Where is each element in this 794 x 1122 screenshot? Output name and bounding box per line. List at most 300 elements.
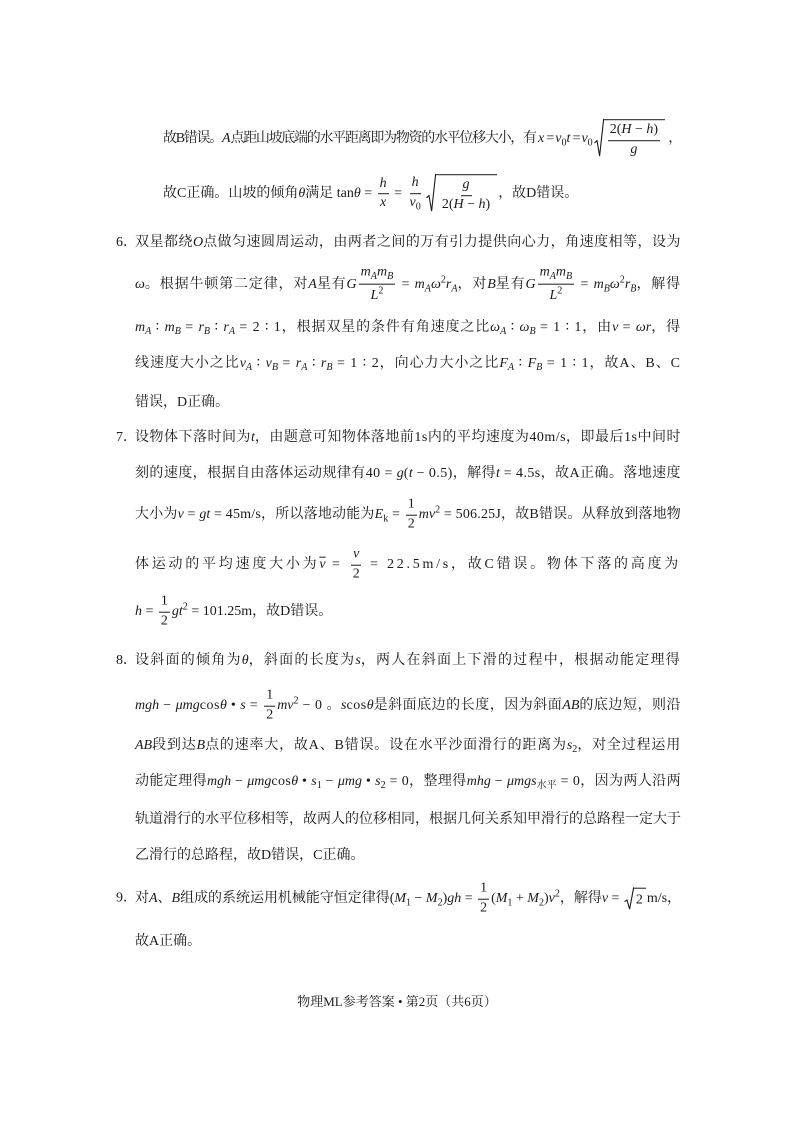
text-run: 段到达 — [152, 737, 197, 753]
subscript: A — [145, 326, 152, 338]
answer-line — [163, 174, 578, 214]
fraction-denominator — [547, 285, 564, 305]
fraction — [406, 497, 417, 534]
subscript: A — [507, 362, 515, 374]
fraction-numerator — [159, 594, 170, 613]
math-symbol: F — [527, 355, 537, 371]
math-symbol: m — [414, 277, 425, 293]
subscript: B — [630, 283, 637, 295]
math-symbol: m — [135, 319, 146, 335]
text-run: 1 — [160, 593, 168, 609]
answer-line — [135, 354, 681, 378]
math-symbol: h — [478, 197, 486, 212]
text-run: 点做匀速圆周运动，由两者之间的万有引力提供向心力，角速度相等，设为 — [203, 235, 682, 250]
line-content — [135, 932, 201, 952]
text-run: • — [362, 773, 376, 789]
text-run: ，对全过程运用 — [577, 737, 682, 753]
math-symbol: x — [537, 131, 545, 147]
answer-line — [116, 428, 682, 448]
math-symbol: g — [462, 177, 470, 193]
math-symbol: M — [394, 891, 407, 907]
text-run: = — [245, 698, 263, 714]
fraction-numerator — [351, 547, 361, 566]
text-run: = — [180, 319, 199, 335]
subscript: 2 — [437, 897, 443, 909]
math-symbol: h — [411, 174, 419, 190]
fraction-numerator — [406, 497, 417, 516]
text-run: 1 — [480, 880, 488, 896]
text-run: 线速度大小之比 — [135, 355, 240, 371]
subscript: B — [174, 326, 181, 338]
answer-line — [135, 846, 364, 866]
text-run: ( — [491, 891, 496, 907]
item-number: 9． — [116, 891, 137, 906]
subscript: B — [387, 270, 394, 282]
line-content — [135, 393, 229, 413]
text-run: 刻的速度，根据自由落体运动规律有40 = — [135, 466, 397, 481]
text-run: 故C正确。山坡的倾角 — [163, 186, 299, 202]
text-run: = — [576, 277, 594, 293]
subscript: B — [603, 283, 610, 295]
answer-line — [116, 233, 682, 253]
math-symbol: t — [495, 466, 500, 481]
math-symbol: L — [370, 288, 379, 304]
answer-line — [116, 880, 681, 918]
answer-line — [135, 265, 681, 306]
text-run: 2 — [407, 516, 415, 532]
text-run: 、 — [157, 891, 172, 907]
square-root — [426, 174, 497, 214]
line-content — [135, 881, 681, 918]
math-symbol: G — [525, 277, 536, 293]
line-content — [135, 810, 681, 830]
subscript: B — [529, 326, 536, 338]
line-content — [135, 547, 681, 584]
text-run: = — [325, 557, 349, 573]
fraction-numerator — [608, 122, 660, 141]
text-run: = 22.5m/s，故C错误。物体下落的高度为 — [363, 557, 681, 573]
subscript: A — [451, 283, 458, 295]
math-symbol: t — [408, 466, 413, 481]
math-symbol: r — [445, 277, 452, 293]
text-run: ，得 — [651, 319, 681, 335]
answer-line — [135, 688, 681, 725]
text-run: = — [618, 319, 636, 335]
text-run: = — [397, 277, 415, 293]
math-symbol: G — [346, 277, 357, 293]
item-number: 6． — [116, 235, 137, 250]
text-run: − — [463, 197, 479, 212]
answer-line — [135, 932, 201, 952]
text-run: ∶ — [151, 319, 165, 335]
answer-line — [135, 594, 332, 631]
line-content — [135, 594, 332, 631]
answer-line — [116, 651, 682, 671]
math-symbol: H — [453, 197, 464, 212]
text-run: ，故D错误。 — [498, 186, 579, 202]
math-symbol: E — [374, 507, 384, 523]
text-run: = 1 ∶ 1，由 — [535, 319, 613, 335]
text-run: 2 — [266, 707, 274, 723]
fraction — [408, 175, 423, 213]
text-run: + — [512, 891, 528, 907]
math-symbol: v — [555, 131, 562, 147]
math-symbol: h — [135, 604, 142, 620]
math-symbol: L — [549, 288, 558, 304]
text-run: ∶ — [514, 355, 528, 371]
text-run: 是斜面底边的长度，因为斜面 — [373, 698, 563, 714]
text-run: = 45m/s，所以落地动能为 — [210, 507, 375, 523]
text-run: 2 — [480, 900, 488, 916]
math-symbol: O — [192, 235, 204, 250]
text-run: 1 — [407, 496, 415, 512]
text-run: ∶ — [210, 319, 224, 335]
math-symbol: m — [593, 277, 604, 293]
fraction-numerator — [538, 265, 575, 285]
math-symbol: m — [539, 264, 550, 280]
fraction — [351, 547, 362, 584]
text-run: = 4.5s，故A正确。落地速度 — [499, 466, 681, 481]
math-symbol: x — [380, 195, 387, 211]
text-run: 2 — [635, 892, 643, 908]
math-symbol: A — [221, 131, 231, 147]
math-symbol: μmgs — [506, 773, 537, 789]
text-run: = — [390, 186, 406, 202]
fraction-numerator — [461, 177, 472, 196]
text-run: cos — [199, 698, 220, 714]
text-run: 。根据牛顿第二定律，对 — [144, 277, 309, 293]
math-symbol: s — [355, 653, 361, 668]
answer-line — [163, 119, 681, 159]
text-run: 点的速率大，故A、B错误。设在水平沙面滑行的距离为 — [205, 737, 567, 753]
superscript: 2 — [435, 504, 441, 516]
answer-line — [135, 393, 229, 413]
subscript: 2 — [380, 780, 386, 792]
subscript: B — [271, 362, 278, 374]
subscript: B — [536, 362, 543, 374]
line-content — [135, 497, 681, 534]
text-run: ，两人在斜面上下滑的过程中，根据动能定理得 — [360, 653, 682, 668]
math-symbol: θ — [241, 653, 249, 668]
subscript: B — [566, 270, 573, 282]
text-run: cos — [271, 773, 292, 789]
math-symbol: v — [177, 507, 184, 523]
subscript: k — [383, 513, 389, 525]
math-symbol: M — [495, 891, 508, 907]
text-run: − — [231, 773, 248, 789]
math-symbol: ω — [519, 319, 530, 335]
math-symbol: AB — [562, 698, 580, 714]
math-symbol: AB — [135, 737, 153, 753]
fraction — [538, 265, 575, 306]
subscript: A — [500, 326, 507, 338]
math-symbol: mv — [277, 698, 294, 714]
line-content — [163, 119, 681, 159]
radicand — [436, 174, 497, 214]
math-symbol: s — [566, 737, 573, 753]
line-content — [135, 428, 681, 448]
math-symbol: m — [164, 319, 175, 335]
math-symbol: B — [196, 737, 206, 753]
math-symbol: gt — [171, 604, 183, 620]
text-run: = 0，因为两人沿两 — [556, 773, 682, 789]
text-run: 动能定理得 — [135, 773, 207, 789]
answer-line — [135, 318, 681, 342]
math-symbol: A — [308, 277, 317, 293]
math-symbol: ω — [609, 277, 620, 293]
math-symbol: mv — [418, 507, 436, 523]
fraction — [440, 177, 492, 214]
math-symbol: μmg — [175, 698, 200, 714]
math-symbol: θ — [353, 186, 361, 202]
text-run: = — [142, 604, 157, 620]
math-symbol-overbar: $\overline{v}$ — [319, 557, 326, 573]
text-run: ) — [485, 197, 491, 212]
answer-line — [135, 497, 681, 534]
line-content — [135, 772, 681, 796]
math-symbol: mhg — [466, 773, 491, 789]
fraction-denominator — [264, 707, 275, 725]
subscript: A — [245, 362, 253, 374]
radical-sign — [594, 119, 604, 159]
superscript: 2 — [182, 601, 188, 613]
math-symbol: s — [311, 773, 317, 789]
text-run: − 0.5)，解得 — [412, 466, 496, 481]
math-symbol: v — [265, 355, 272, 371]
math-symbol: M — [527, 891, 539, 907]
superscript: 2 — [619, 274, 625, 286]
math-symbol: F — [499, 355, 508, 371]
text-run: = — [277, 355, 296, 371]
fraction — [378, 176, 389, 213]
text-run: m/s， — [646, 891, 681, 907]
line-content — [135, 688, 681, 725]
math-symbol: s — [375, 773, 381, 789]
math-symbol: θ — [291, 773, 299, 789]
math-symbol: v — [601, 891, 609, 907]
subscript: 1 — [316, 780, 322, 792]
subscript: 2 — [538, 897, 544, 909]
text-run: = 1 ∶ 1，故A、B、C — [542, 355, 681, 371]
text-run: ，斜面的长度为 — [248, 653, 356, 668]
text-run: ) — [543, 891, 549, 907]
math-symbol: mgh — [135, 698, 160, 714]
text-run: 乙滑行的总路程，故D错误，C正确。 — [135, 848, 365, 863]
text-run: 组成的系统运用机械能守恒定律得( — [180, 891, 395, 907]
text-run: = 0，整理得 — [385, 773, 467, 789]
math-symbol: v — [612, 319, 619, 335]
text-run: = 101.25m，故D错误。 — [187, 604, 333, 620]
math-symbol: v — [239, 355, 246, 371]
radicand — [634, 888, 646, 911]
fraction-numerator — [478, 881, 489, 900]
subscript: 1 — [507, 897, 513, 909]
math-symbol: θ — [219, 698, 227, 714]
math-symbol: H — [621, 122, 632, 138]
line-content — [135, 354, 681, 378]
line-content — [135, 651, 681, 671]
text-run: 设物体下落时间为 — [135, 430, 251, 445]
fraction-denominator — [408, 194, 423, 213]
fraction-numerator — [359, 265, 396, 285]
subscript: 0 — [587, 137, 593, 149]
text-run: 星有 — [495, 277, 526, 293]
radical-sign — [426, 174, 436, 214]
text-run: ，解得 — [636, 277, 681, 293]
subscript: 水平 — [536, 780, 557, 792]
math-symbol: t — [251, 430, 255, 445]
math-symbol: v — [581, 131, 588, 147]
superscript: 2 — [378, 285, 384, 297]
fraction-denominator — [406, 516, 417, 534]
fraction — [359, 265, 396, 306]
answer-line — [135, 547, 681, 584]
math-symbol: m — [376, 264, 388, 280]
text-run: 满足 tan — [305, 186, 354, 202]
math-symbol: m — [555, 264, 566, 280]
text-run: 体运动的平均速度大小为 — [135, 557, 320, 573]
fraction-denominator — [351, 566, 362, 584]
line-content — [163, 174, 578, 214]
square-root — [594, 119, 665, 159]
line-content — [135, 736, 681, 760]
math-symbol: ωr — [635, 319, 652, 335]
text-run: ∶ — [252, 355, 266, 371]
math-symbol: mgh — [207, 773, 232, 789]
fraction-numerator — [378, 176, 389, 195]
subscript: A — [301, 362, 308, 374]
subscript: A — [549, 270, 556, 282]
text-run: = — [544, 131, 556, 147]
math-symbol: h — [379, 175, 387, 191]
fraction-numerator — [410, 175, 421, 194]
answer-line — [135, 464, 681, 484]
answer-line — [135, 772, 681, 796]
text-run: = — [183, 507, 200, 523]
text-run: = — [388, 507, 404, 523]
fraction — [478, 881, 489, 918]
text-run: ，由题意可知物体落地前1s内的平均速度为40m/s，即最后1s中间时 — [254, 430, 682, 445]
superscript: 2 — [440, 274, 446, 286]
fraction-denominator — [478, 900, 489, 918]
math-symbol: B — [487, 277, 496, 293]
text-run: 设斜面的倾角为 — [135, 653, 242, 668]
math-symbol: v — [409, 194, 416, 210]
subscript: A — [228, 326, 236, 338]
text-run: ，解得 — [559, 891, 602, 907]
text-run: 2( — [609, 122, 622, 138]
superscript: 2 — [554, 888, 560, 900]
line-content — [135, 265, 681, 306]
math-symbol: r — [295, 355, 302, 371]
subscript: 0 — [415, 200, 421, 212]
math-symbol: M — [425, 891, 438, 907]
math-symbol: t — [566, 131, 571, 147]
superscript: 2 — [557, 285, 563, 297]
answer-line — [135, 736, 681, 760]
math-symbol: g — [630, 142, 638, 157]
text-run: cos — [346, 698, 367, 714]
subscript: B — [326, 362, 333, 374]
subscript: 1 — [406, 897, 412, 909]
text-run: 1 — [266, 687, 274, 703]
math-symbol: r — [320, 355, 327, 371]
item-number: 7． — [116, 430, 137, 445]
fraction — [264, 688, 275, 725]
text-run: 大小为 — [135, 507, 178, 523]
fraction — [159, 594, 170, 631]
math-symbol: gt — [199, 507, 211, 523]
radical-sign — [624, 888, 634, 911]
math-symbol: r — [223, 319, 229, 335]
text-run: 2 — [352, 566, 360, 582]
text-run: 点距山坡底端的水平距离即为物资的水平位移大小，有 — [230, 131, 538, 147]
fraction-denominator — [378, 195, 388, 213]
text-run: − — [411, 891, 426, 907]
text-run: − — [631, 122, 647, 138]
subscript: A — [370, 270, 377, 282]
text-run: = — [570, 131, 582, 147]
math-symbol: μmg — [247, 773, 272, 789]
subscript: B — [203, 326, 211, 338]
text-run: • — [298, 773, 312, 789]
math-symbol: ω — [135, 277, 145, 293]
math-symbol: m — [360, 264, 371, 280]
text-run: 故B错误。 — [163, 131, 222, 147]
math-symbol: ω — [430, 277, 441, 293]
text-run: = — [608, 891, 623, 907]
text-run: • — [226, 698, 241, 714]
subscript: 0 — [561, 137, 567, 149]
fraction-denominator — [440, 196, 492, 214]
line-content — [135, 233, 681, 253]
text-run: ， — [666, 131, 682, 147]
square-root — [624, 888, 646, 911]
line-content — [135, 318, 681, 342]
text-run: 错误，D正确。 — [135, 395, 230, 410]
text-run: ∶ — [307, 355, 321, 371]
text-run: ) — [442, 891, 448, 907]
text-run: − — [490, 773, 507, 789]
fraction-numerator — [264, 688, 275, 707]
superscript: 2 — [293, 695, 299, 707]
math-symbol: r — [624, 277, 631, 293]
line-content — [135, 846, 364, 866]
math-symbol: μmg — [337, 773, 362, 789]
text-run: = — [360, 186, 376, 202]
text-run: − 0 。 — [298, 698, 342, 714]
text-run: 星有 — [316, 277, 347, 293]
item-number: 8． — [116, 653, 137, 668]
math-symbol: θ — [366, 698, 374, 714]
math-symbol: s — [240, 698, 246, 714]
text-run: − — [321, 773, 338, 789]
text-run: ( — [403, 466, 409, 481]
line-content — [135, 464, 681, 484]
math-symbol: v — [548, 891, 555, 907]
math-symbol: A — [148, 891, 158, 907]
math-symbol: s — [341, 698, 347, 714]
text-run: = 2 ∶ 1，根据双星的条件有角速度之比 — [235, 319, 491, 335]
math-symbol: v — [353, 546, 360, 562]
fraction — [608, 122, 660, 159]
fraction-denominator — [369, 285, 386, 305]
text-run: = — [461, 891, 477, 907]
text-run: 2( — [441, 197, 454, 212]
math-symbol: gh — [447, 891, 462, 907]
math-symbol: θ — [298, 186, 306, 202]
math-symbol: h — [646, 122, 654, 138]
